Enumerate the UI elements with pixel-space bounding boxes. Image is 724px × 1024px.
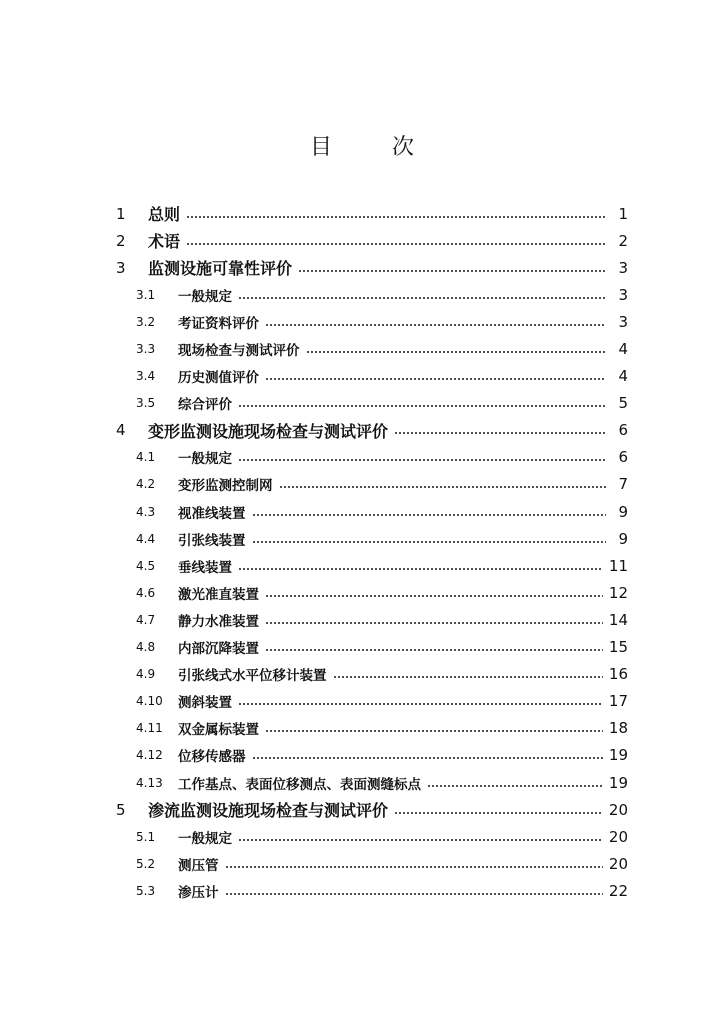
toc-entry[interactable]: [112, 471, 628, 498]
toc-entry-title: 一般规定: [178, 451, 232, 468]
toc-entry-page: 4: [618, 367, 628, 386]
dot-leader: [252, 757, 603, 759]
toc-entry-page: 3: [618, 258, 628, 277]
toc-entry-number: 4: [116, 421, 126, 440]
dot-leader: [306, 351, 607, 353]
toc-entry-page: 19: [608, 746, 628, 765]
dot-leader: [225, 866, 603, 868]
toc-entry[interactable]: [112, 579, 628, 606]
dot-leader: [333, 676, 603, 678]
dot-leader: [298, 270, 606, 272]
toc-entry-title: 垂线装置: [178, 559, 232, 576]
dot-leader: [238, 568, 603, 570]
toc-entry-number: 3: [116, 258, 126, 277]
toc-entry[interactable]: [112, 200, 628, 227]
toc-entry-number: 5.1: [136, 829, 156, 844]
toc-entry-title: 引张线式水平位移计装置: [178, 668, 327, 685]
toc-entry-title: 考证资料评价: [178, 315, 259, 332]
toc-entry-title: 位移传感器: [178, 749, 246, 766]
toc-entry[interactable]: [112, 417, 628, 444]
toc-entry-number: 2: [116, 231, 126, 250]
toc-entry-title: 视准线装置: [178, 505, 246, 522]
dot-leader: [394, 432, 606, 434]
toc-entry[interactable]: [112, 390, 628, 417]
toc-title-char-2: 次: [392, 135, 415, 160]
toc-entry-number: 4.11: [136, 721, 163, 736]
toc-entry-page: 1: [618, 204, 628, 223]
toc-entry[interactable]: [112, 742, 628, 769]
toc-entry-title: 术语: [148, 232, 181, 252]
toc-entry-number: 3.2: [136, 314, 156, 329]
toc-entry-title: 测压管: [178, 857, 219, 874]
toc-entry-page: 7: [618, 475, 628, 494]
toc-entry[interactable]: [112, 498, 628, 525]
toc-entry-title: 内部沉降装置: [178, 641, 259, 658]
toc-entry-page: 16: [608, 665, 628, 684]
dot-leader: [427, 785, 603, 787]
toc-entry-page: 17: [608, 692, 628, 711]
toc-entry-page: 19: [608, 773, 628, 792]
toc-entry-number: 4.5: [136, 558, 156, 573]
toc-entry-page: 6: [618, 421, 628, 440]
toc-entry[interactable]: [112, 552, 628, 579]
dot-leader: [265, 649, 603, 651]
toc-entry-number: 4.9: [136, 667, 156, 682]
toc-entry-number: 3.1: [136, 287, 156, 302]
toc-entry-title: 静力水准装置: [178, 613, 259, 630]
toc-entry-page: 20: [608, 827, 628, 846]
toc-entry[interactable]: [112, 606, 628, 633]
toc-entry[interactable]: [112, 525, 628, 552]
toc-entry-page: 14: [608, 610, 628, 629]
toc-entry-title: 渗压计: [178, 884, 219, 901]
dot-leader: [252, 541, 607, 543]
dot-leader: [238, 297, 606, 299]
toc-entry-page: 20: [608, 854, 628, 873]
toc-entry[interactable]: [112, 823, 628, 850]
toc-entry-number: 5.2: [136, 856, 156, 871]
dot-leader: [265, 595, 603, 597]
toc-entry-page: 4: [618, 340, 628, 359]
table-of-contents: [112, 200, 628, 904]
toc-entry-title: 测斜装置: [178, 695, 232, 712]
toc-entry-title: 渗流监测设施现场检查与测试评价: [148, 801, 389, 821]
toc-entry-number: 4.12: [136, 748, 163, 763]
toc-entry-number: 4.6: [136, 585, 156, 600]
toc-entry-page: 20: [608, 800, 628, 819]
toc-entry-title: 一般规定: [178, 830, 232, 847]
dot-leader: [238, 405, 606, 407]
toc-entry[interactable]: [112, 877, 628, 904]
dot-leader: [252, 514, 607, 516]
toc-entry-page: 12: [608, 583, 628, 602]
toc-entry[interactable]: [112, 688, 628, 715]
toc-entry-page: 3: [618, 312, 628, 331]
toc-entry[interactable]: [112, 769, 628, 796]
toc-entry-title: 引张线装置: [178, 532, 246, 549]
toc-entry[interactable]: [112, 281, 628, 308]
toc-entry[interactable]: [112, 850, 628, 877]
dot-leader: [394, 812, 603, 814]
toc-entry[interactable]: [112, 363, 628, 390]
toc-entry-number: 4.8: [136, 640, 156, 655]
toc-entry-title: 变形监测控制网: [178, 478, 273, 495]
toc-entry-title: 工作基点、表面位移测点、表面测缝标点: [178, 776, 421, 793]
toc-entry-title: 历史测值评价: [178, 370, 259, 387]
toc-entry-title: 综合评价: [178, 397, 232, 414]
toc-entry-page: 11: [608, 556, 628, 575]
toc-entry-title: 一般规定: [178, 288, 232, 305]
dot-leader: [238, 459, 606, 461]
toc-entry-number: 4.10: [136, 694, 163, 709]
toc-entry-number: 3.5: [136, 396, 156, 411]
toc-entry-page: 22: [608, 881, 628, 900]
toc-entry[interactable]: [112, 254, 628, 281]
toc-entry-number: 3.3: [136, 342, 156, 357]
toc-entry-page: 9: [618, 502, 628, 521]
dot-leader: [238, 839, 603, 841]
toc-entry[interactable]: [112, 444, 628, 471]
toc-entry-number: 5: [116, 800, 126, 819]
toc-title-char-1: 目: [309, 135, 332, 160]
toc-entry[interactable]: [112, 227, 628, 254]
toc-entry-number: 1: [116, 204, 126, 223]
dot-leader: [265, 378, 606, 380]
toc-entry-page: 3: [618, 285, 628, 304]
dot-leader: [265, 730, 603, 732]
toc-entry[interactable]: [112, 796, 628, 823]
toc-entry-page: 18: [608, 719, 628, 738]
toc-entry[interactable]: [112, 308, 628, 335]
toc-entry-number: 5.3: [136, 883, 156, 898]
toc-entry-page: 9: [618, 529, 628, 548]
toc-entry-title: 总则: [148, 205, 181, 225]
dot-leader: [238, 703, 603, 705]
toc-entry-number: 4.7: [136, 612, 156, 627]
dot-leader: [265, 622, 603, 624]
toc-entry-title: 现场检查与测试评价: [178, 343, 300, 360]
dot-leader: [186, 243, 606, 245]
toc-entry-title: 监测设施可靠性评价: [148, 259, 293, 279]
toc-entry-title: 双金属标装置: [178, 722, 259, 739]
toc-entry-number: 4.4: [136, 531, 156, 546]
toc-entry-number: 4.2: [136, 477, 156, 492]
toc-entry[interactable]: [112, 634, 628, 661]
dot-leader: [186, 216, 606, 218]
toc-entry[interactable]: [112, 715, 628, 742]
toc-entry-number: 4.1: [136, 450, 156, 465]
toc-entry-title: 变形监测设施现场检查与测试评价: [148, 421, 389, 441]
dot-leader: [225, 893, 603, 895]
toc-entry-number: 4.3: [136, 504, 156, 519]
dot-leader: [279, 486, 607, 488]
toc-entry[interactable]: [112, 335, 628, 362]
toc-entry-number: 3.4: [136, 369, 156, 384]
toc-title: [0, 130, 724, 161]
toc-entry[interactable]: [112, 661, 628, 688]
toc-entry-page: 2: [618, 231, 628, 250]
dot-leader: [265, 324, 606, 326]
toc-entry-number: 4.13: [136, 775, 163, 790]
toc-entry-title: 激光准直装置: [178, 586, 259, 603]
toc-entry-page: 5: [618, 394, 628, 413]
toc-entry-page: 6: [618, 448, 628, 467]
toc-entry-page: 15: [608, 638, 628, 657]
